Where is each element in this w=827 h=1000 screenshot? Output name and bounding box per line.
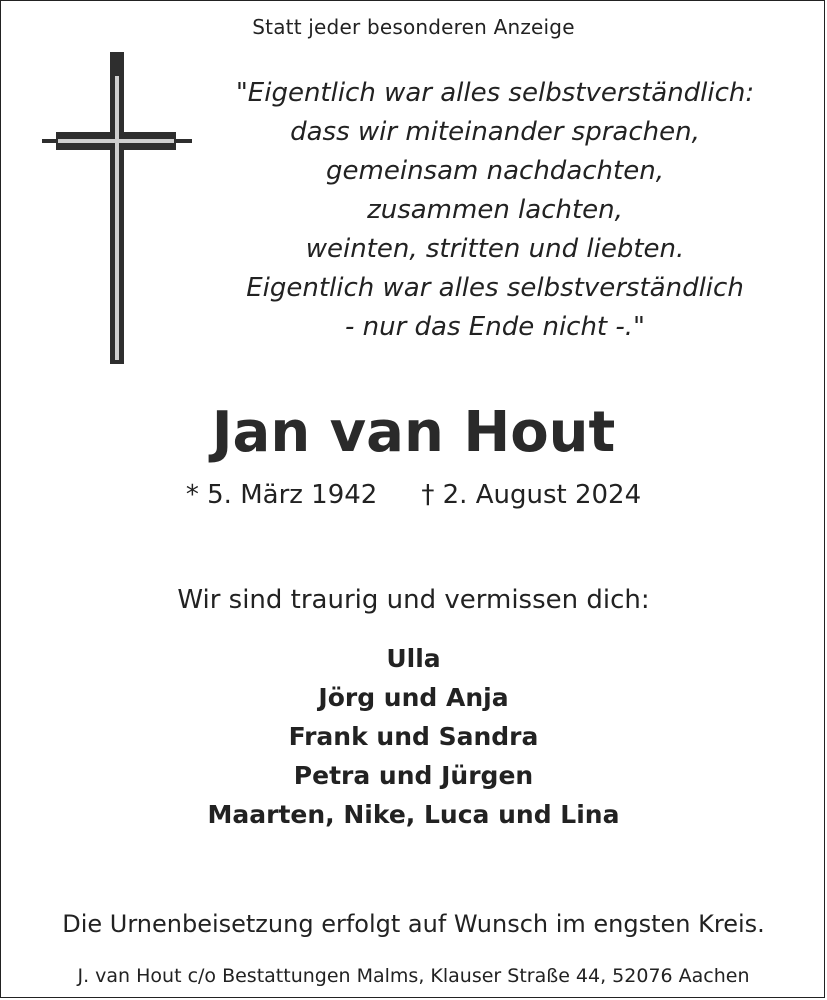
life-dates [0, 478, 827, 512]
quote-block [200, 74, 790, 347]
quote-line: zusammen lachten, [367, 195, 623, 225]
mourner-name: Jörg und Anja [318, 683, 509, 712]
mourner-name: Petra und Jürgen [293, 761, 534, 790]
cross-icon [38, 52, 198, 368]
notice-header: Statt jeder besonderen Anzeige [252, 15, 575, 39]
death-date: † 2. August 2024 [421, 480, 642, 510]
birth-date: * 5. März 1942 [185, 480, 378, 510]
quote-line: gemeinsam nachdachten, [326, 156, 664, 186]
mourners-list [0, 639, 827, 834]
contact-address: J. van Hout c/o Bestattungen Malms, Klauser Straße 44, 52076 Aachen [77, 965, 750, 987]
quote-line: weinten, stritten und liebten. [305, 234, 685, 264]
deceased-name: Jan van Hout [211, 400, 616, 465]
mourner-name: Frank und Sandra [288, 722, 539, 751]
burial-note: Die Urnenbeisetzung erfolgt auf Wunsch im engsten Kreis. [62, 910, 765, 938]
quote-line: - nur das Ende nicht -." [344, 312, 645, 342]
quote-line: dass wir miteinander sprachen, [290, 117, 700, 147]
quote-line: Eigentlich war alles selbstverständlich [246, 273, 744, 303]
mourner-name: Ulla [386, 644, 441, 673]
mourners-intro: Wir sind traurig und vermissen dich: [177, 585, 650, 615]
quote-line: "Eigentlich war alles selbstverständlich: [235, 78, 755, 108]
mourner-name: Maarten, Nike, Luca und Lina [207, 800, 620, 829]
